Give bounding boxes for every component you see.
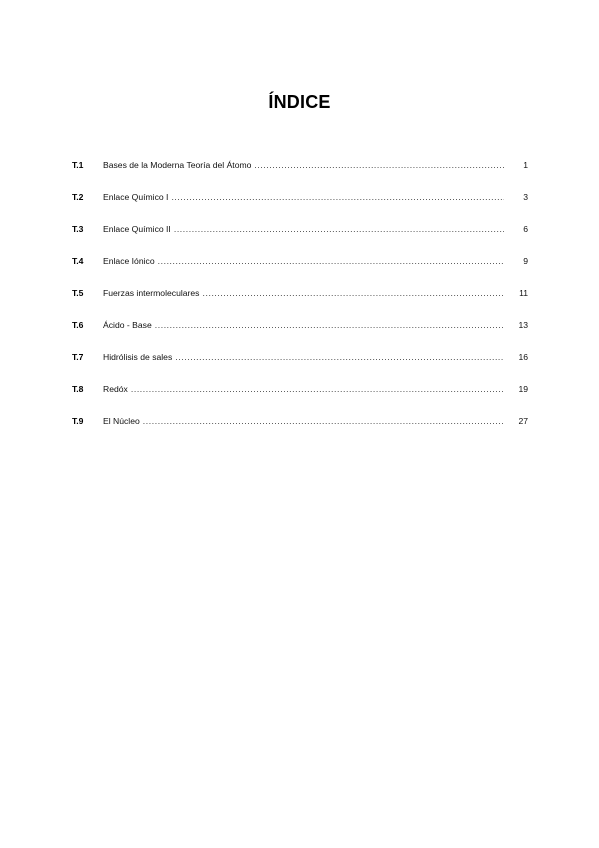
page-title: ÍNDICE: [268, 92, 331, 112]
toc-entry-page: 16: [518, 352, 528, 362]
toc-entry-page: 3: [523, 192, 528, 202]
dot-leader: [171, 192, 504, 203]
toc-entry-page: 9: [523, 256, 528, 266]
toc-entry-page: 13: [518, 320, 528, 330]
toc-entry-number: T.9: [72, 416, 84, 426]
toc-entry: [72, 160, 528, 192]
dot-leader: [254, 160, 504, 171]
dot-leader: [131, 384, 504, 395]
table-of-contents: [72, 160, 528, 448]
dot-leader: [158, 256, 504, 267]
toc-entry: [72, 192, 528, 224]
toc-entry-page: 1: [523, 160, 528, 170]
toc-entry-number: T.4: [72, 256, 84, 266]
dot-leader: [143, 416, 504, 427]
toc-entry-title: Enlace Químico I: [103, 192, 169, 202]
dot-leader: [202, 288, 504, 299]
toc-entry: [72, 224, 528, 256]
toc-entry-title: Bases de la Moderna Teoría del Átomo: [103, 160, 252, 170]
toc-entry: [72, 416, 528, 448]
toc-entry-number: T.5: [72, 288, 84, 298]
toc-entry-number: T.7: [72, 352, 84, 362]
toc-entry-number: T.1: [72, 160, 84, 170]
toc-entry-number: T.8: [72, 384, 84, 394]
toc-entry-title: El Núcleo: [103, 416, 140, 426]
toc-entry: [72, 320, 528, 352]
toc-entry-title: Ácido - Base: [103, 320, 152, 330]
toc-entry: [72, 256, 528, 288]
toc-entry: [72, 352, 528, 384]
toc-entry-title: Fuerzas intermoleculares: [103, 288, 200, 298]
toc-entry-page: 27: [518, 416, 528, 426]
toc-entry-title: Redóx: [103, 384, 128, 394]
dot-leader: [175, 352, 504, 363]
toc-entry-title: Enlace Iónico: [103, 256, 155, 266]
toc-entry-page: 19: [518, 384, 528, 394]
toc-entry: [72, 384, 528, 416]
toc-entry-number: T.6: [72, 320, 84, 330]
dot-leader: [174, 224, 504, 235]
toc-entry-page: 11: [519, 288, 528, 298]
toc-entry-number: T.2: [72, 192, 84, 202]
toc-entry-page: 6: [523, 224, 528, 234]
toc-entry: [72, 288, 528, 320]
toc-entry-number: T.3: [72, 224, 84, 234]
toc-entry-title: Enlace Químico II: [103, 224, 171, 234]
dot-leader: [155, 320, 504, 331]
toc-entry-title: Hidrólisis de sales: [103, 352, 173, 362]
